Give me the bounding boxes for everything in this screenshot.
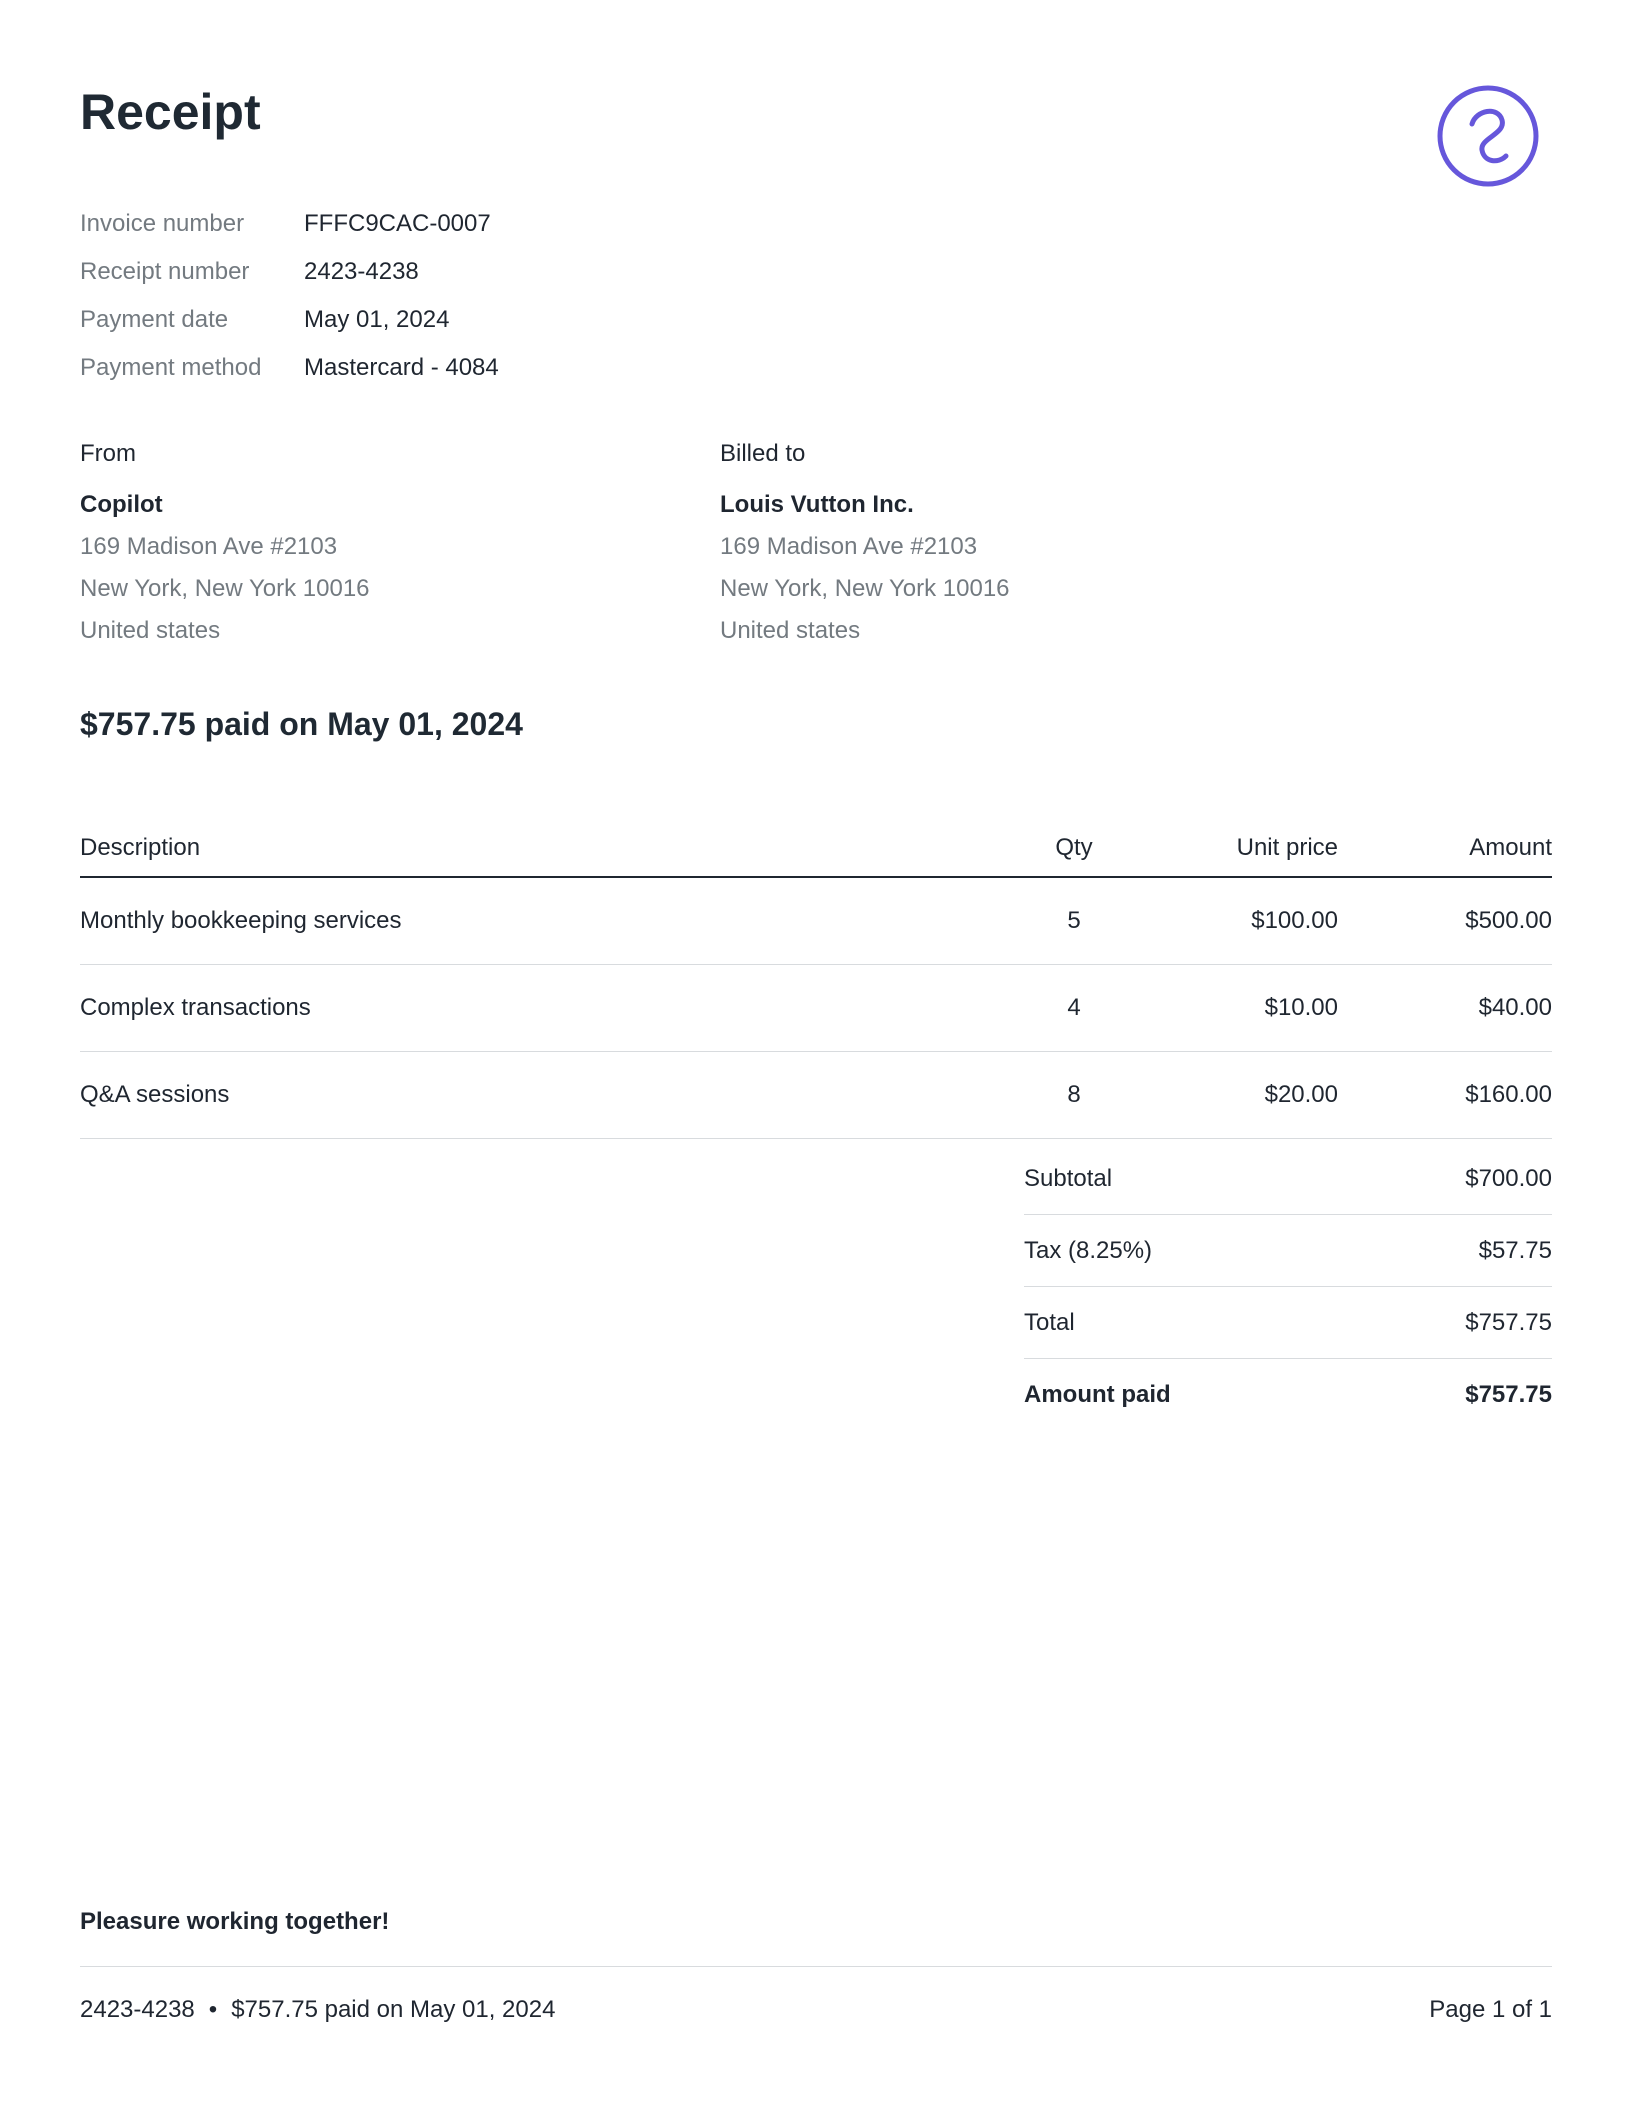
subtotal-row [1024, 1143, 1552, 1215]
item-unit-price: $20.00 [1124, 1052, 1338, 1139]
subtotal-value: $700.00 [1465, 1164, 1552, 1192]
footer-summary [80, 1992, 555, 2028]
header-qty: Qty [1024, 820, 1124, 877]
swirl-logo-icon [1436, 84, 1540, 188]
line-items-table [80, 820, 1552, 1139]
invoice-number-value: FFFC9CAC-0007 [304, 210, 491, 237]
item-amount: $40.00 [1338, 965, 1552, 1052]
total-value: $757.75 [1465, 1308, 1552, 1336]
meta-label: Receipt number [80, 258, 250, 285]
page-footer [80, 1992, 1552, 2028]
item-qty: 5 [1024, 877, 1124, 965]
amount-paid-value: $757.75 [1465, 1380, 1552, 1408]
from-block [80, 432, 640, 652]
footer-receipt-number: 2423-4238 [80, 1996, 195, 2023]
totals-block [1024, 1143, 1552, 1430]
item-qty: 4 [1024, 965, 1124, 1052]
item-unit-price: $10.00 [1124, 965, 1338, 1052]
header-description: Description [80, 820, 1024, 877]
item-description: Complex transactions [80, 965, 1024, 1052]
billed-to-country: United states [720, 617, 861, 644]
amount-paid-label: Amount paid [1024, 1380, 1171, 1408]
table-row [80, 877, 1552, 965]
item-description: Q&A sessions [80, 1052, 1024, 1139]
billed-to-block [720, 432, 1280, 652]
item-description: Monthly bookkeeping services [80, 877, 1024, 965]
tax-row [1024, 1215, 1552, 1287]
meta-label: Payment method [80, 354, 262, 381]
total-label: Total [1024, 1308, 1075, 1336]
from-address-line1: 169 Madison Ave #2103 [80, 533, 338, 560]
total-row [1024, 1287, 1552, 1359]
meta-row-invoice-number [80, 200, 499, 248]
meta-row-payment-method [80, 344, 499, 392]
item-amount: $500.00 [1338, 877, 1552, 965]
table-row [80, 965, 1552, 1052]
item-amount: $160.00 [1338, 1052, 1552, 1139]
page-number: Page 1 of 1 [1429, 1996, 1552, 2023]
payment-date-value: May 01, 2024 [304, 306, 450, 333]
page-title: Receipt [80, 84, 261, 140]
closing-message: Pleasure working together! [80, 1908, 390, 1935]
meta-label: Payment date [80, 306, 229, 333]
receipt-meta [80, 200, 499, 392]
header-unit-price: Unit price [1124, 820, 1338, 877]
meta-label: Invoice number [80, 210, 245, 237]
meta-row-payment-date [80, 296, 499, 344]
item-qty: 8 [1024, 1052, 1124, 1139]
payment-method-value: Mastercard - 4084 [304, 354, 499, 381]
footer-payment-summary: $757.75 paid on May 01, 2024 [231, 1996, 556, 2023]
receipt-number-value: 2423-4238 [304, 258, 419, 285]
footer-divider [80, 1966, 1552, 1967]
tax-label: Tax (8.25%) [1024, 1236, 1153, 1264]
subtotal-label: Subtotal [1024, 1164, 1113, 1192]
tax-value: $57.75 [1478, 1236, 1552, 1264]
from-heading: From [80, 440, 136, 467]
amount-paid-row [1024, 1359, 1552, 1430]
table-row [80, 1052, 1552, 1139]
payment-summary: $757.75 paid on May 01, 2024 [80, 706, 523, 742]
item-unit-price: $100.00 [1124, 877, 1338, 965]
billed-to-address-line1: 169 Madison Ave #2103 [720, 533, 978, 560]
from-address-line2: New York, New York 10016 [80, 575, 370, 602]
billed-to-heading: Billed to [720, 440, 806, 467]
from-country: United states [80, 617, 221, 644]
header-amount: Amount [1338, 820, 1552, 877]
table-header-row [80, 820, 1552, 877]
billed-to-address-line2: New York, New York 10016 [720, 575, 1010, 602]
billed-to-name: Louis Vutton Inc. [720, 491, 914, 518]
bullet-separator: • [208, 1996, 218, 2023]
meta-row-receipt-number [80, 248, 499, 296]
from-name: Copilot [80, 491, 163, 518]
